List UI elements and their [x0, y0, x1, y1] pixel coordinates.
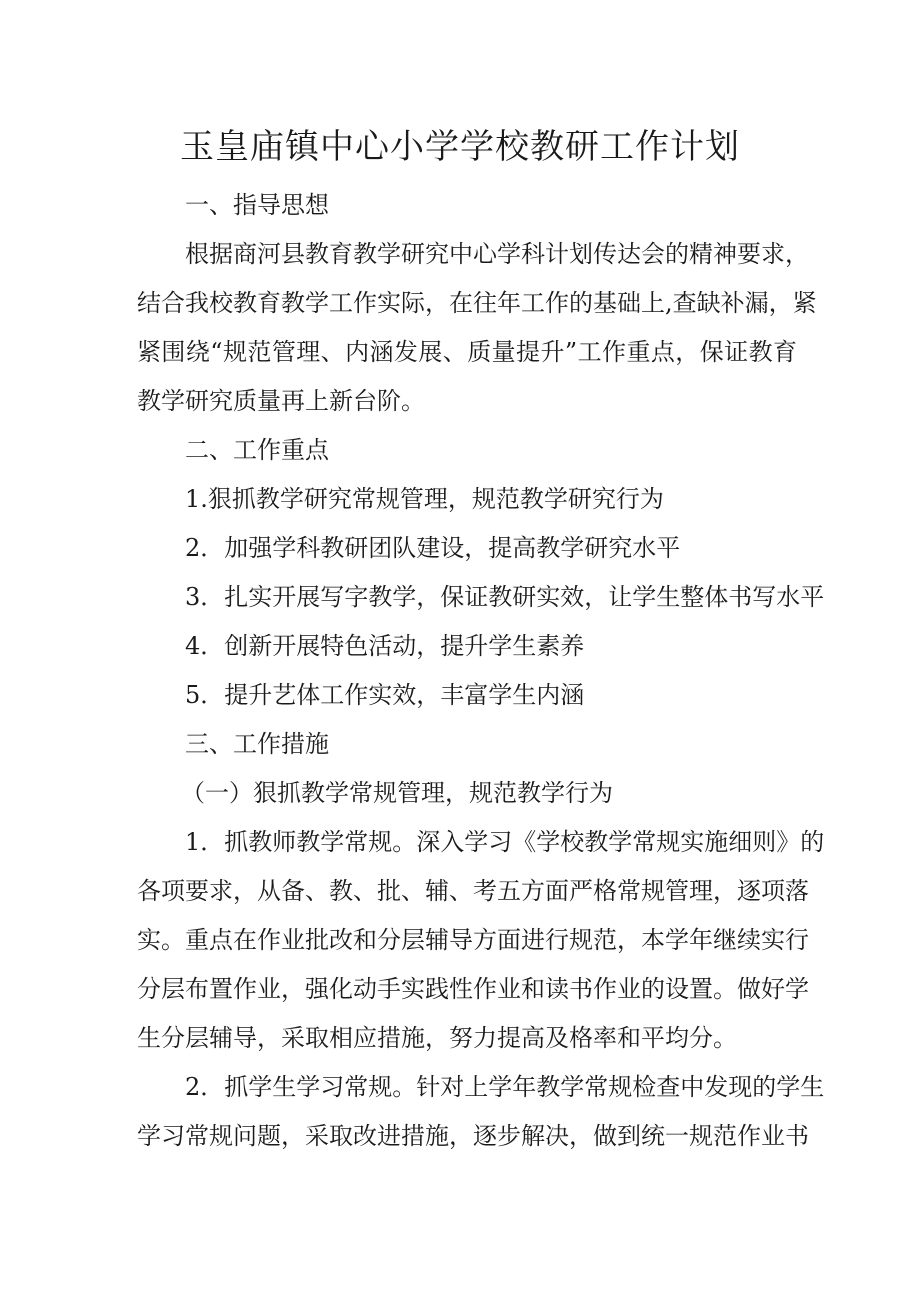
list-item: 4．创新开展特色活动，提升学生素养 [185, 632, 585, 660]
paragraph-line: 结合我校教育教学工作实际，在往年工作的基础上,查缺补漏，紧 [137, 289, 817, 317]
paragraph-line: 分层布置作业，强化动手实践性作业和读书作业的设置。做好学 [137, 975, 809, 1003]
paragraph-line: 实。重点在作业批改和分层辅导方面进行规范，本学年继续实行 [137, 926, 809, 954]
section-heading-work-measures: 三、工作措施 [185, 730, 329, 758]
list-item: 2．加强学科教研团队建设，提高教学研究水平 [185, 534, 681, 562]
section-heading-work-focus: 二、工作重点 [185, 436, 329, 464]
paragraph-line: 教学研究质量再上新台阶。 [137, 387, 425, 415]
section-heading-guiding-ideology: 一、指导思想 [185, 191, 329, 219]
paragraph-line: 根据商河县教育教学研究中心学科计划传达会的精神要求， [185, 240, 809, 268]
paragraph-line: 2．抓学生学习常规。针对上学年教学常规检查中发现的学生 [185, 1073, 825, 1101]
paragraph-line: 1．抓教师教学常规。深入学习《学校教学常规实施细则》的 [185, 828, 825, 856]
list-item: 3．扎实开展写字教学，保证教研实效，让学生整体书写水平 [185, 583, 825, 611]
list-item: 5．提升艺体工作实效，丰富学生内涵 [185, 681, 585, 709]
paragraph-line: 紧围绕“规范管理、内涵发展、质量提升”工作重点，保证教育 [137, 338, 797, 366]
subsection-heading: （一）狠抓教学常规管理，规范教学行为 [181, 779, 613, 807]
paragraph-line: 学习常规问题，采取改进措施，逐步解决，做到统一规范作业书 [137, 1122, 809, 1150]
document-title: 玉皇庙镇中心小学学校教研工作计划 [180, 127, 740, 167]
list-item: 1.狠抓教学研究常规管理，规范教学研究行为 [185, 485, 664, 513]
paragraph-line: 生分层辅导，采取相应措施，努力提高及格率和平均分。 [137, 1024, 737, 1052]
paragraph-line: 各项要求，从备、教、批、辅、考五方面严格常规管理，逐项落 [137, 877, 809, 905]
